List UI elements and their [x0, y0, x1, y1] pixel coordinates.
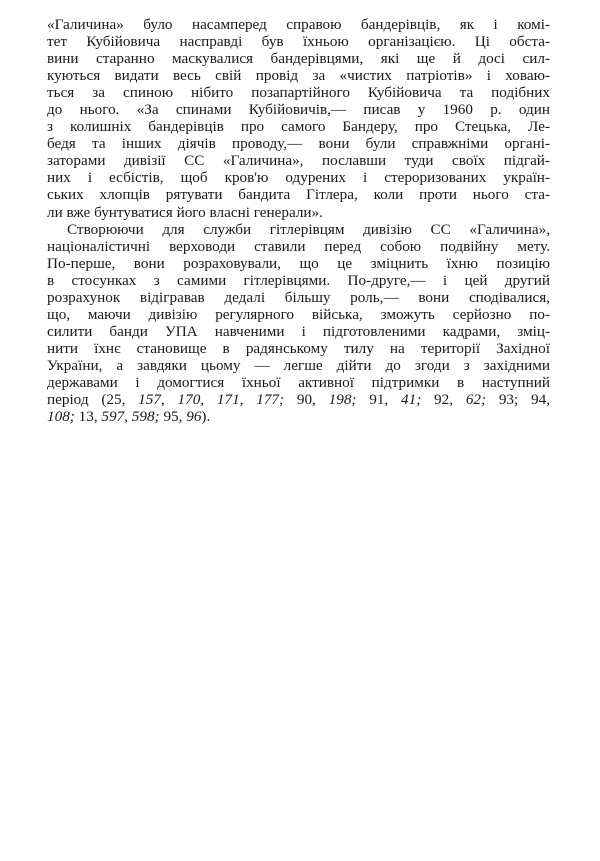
text-line: куються видати весь свій провід за «чистих патріотів» і ховаю- — [47, 67, 550, 85]
text-line: розрахунок відігравав дедалі більшу роль,— вони сподівалися, — [47, 288, 550, 306]
text-line: України, а завдяки цьому — легше дійти до згоди з західними — [47, 356, 550, 374]
citation-line — [47, 391, 550, 408]
citation-text: 92, — [421, 391, 466, 409]
paragraph-2 — [47, 221, 550, 426]
citation-italic: 157, 170, 171, 177; — [138, 391, 285, 409]
text-line: ських хлопців рятувати бандита Гітлера, коли проти нього ста- — [47, 186, 550, 204]
text-line: що, маючи дивізію регулярного війська, зможуть серйозно по- — [47, 305, 550, 323]
citation-italic: 62; — [465, 391, 487, 409]
text-line: з колишніх бандерівців про самого Бандеру, про Стецька, Ле- — [47, 118, 550, 136]
citation-text: 90, — [284, 391, 329, 409]
citation-italic: 198; — [328, 391, 357, 409]
text-line: тет Кубійовича насправді був їхньою організацією. Ці обста- — [47, 33, 550, 51]
text-line: бедя та інших діячів проводу,— вони були справжніми органі- — [47, 135, 550, 153]
text-line: до нього. «За спинами Кубійовичів,— писав у 1960 р. один — [47, 101, 550, 119]
text-line: ли вже бунтуватися його власні генерали». — [47, 203, 323, 221]
text-line: в стосунках з самими гітлерівцями. По-друге,— і цей другий — [47, 271, 550, 289]
text-line: нити їхнє становище в радянському тилу на території Західної — [47, 339, 550, 357]
citation-text: 95, — [159, 408, 187, 426]
text-line: Створюючи для служби гітлерівцям дивізію СС «Галичина», — [67, 220, 550, 238]
text-line: ться за спиною нібито позапартійного Кубійовича та подібних — [47, 84, 550, 102]
citation-text: період (25, — [47, 391, 139, 409]
citation-italic: 96 — [186, 408, 202, 426]
citation-text: ). — [201, 408, 211, 426]
text-line: силити банди УПА навченими і підготовленими кадрами, зміц- — [47, 322, 550, 340]
citation-italic: 41; — [401, 391, 422, 409]
text-line: вини старанно маскувалися бандерівцями, які ще й досі сил- — [47, 50, 550, 68]
citation-italic: 108; — [47, 408, 75, 426]
citation-text: 91, — [356, 391, 402, 409]
citation-line — [47, 408, 550, 425]
text-line: заторами дивізії СС «Галичина», пославши туди своїх підгай- — [47, 152, 550, 170]
text-line: «Галичина» було насамперед справою бандерівців, як і комі- — [47, 16, 550, 33]
citation-italic: 597, 598; — [101, 408, 160, 426]
text-line: них і есбістів, щоб кров'ю одурених і стероризованих україн- — [47, 169, 550, 187]
document-page — [47, 16, 550, 425]
paragraph-1 — [47, 16, 550, 221]
citation-text: 13, — [74, 408, 102, 426]
text-line: націоналістичні верховоди ставили перед собою подвійну мету. — [47, 237, 550, 255]
text-line: По-перше, вони розраховували, що це зміцнить їхню позицію — [47, 254, 550, 272]
citation-text: 93; 94, — [486, 391, 550, 409]
text-line: державами і домогтися їхньої активної підтримки в наступний — [47, 373, 550, 391]
